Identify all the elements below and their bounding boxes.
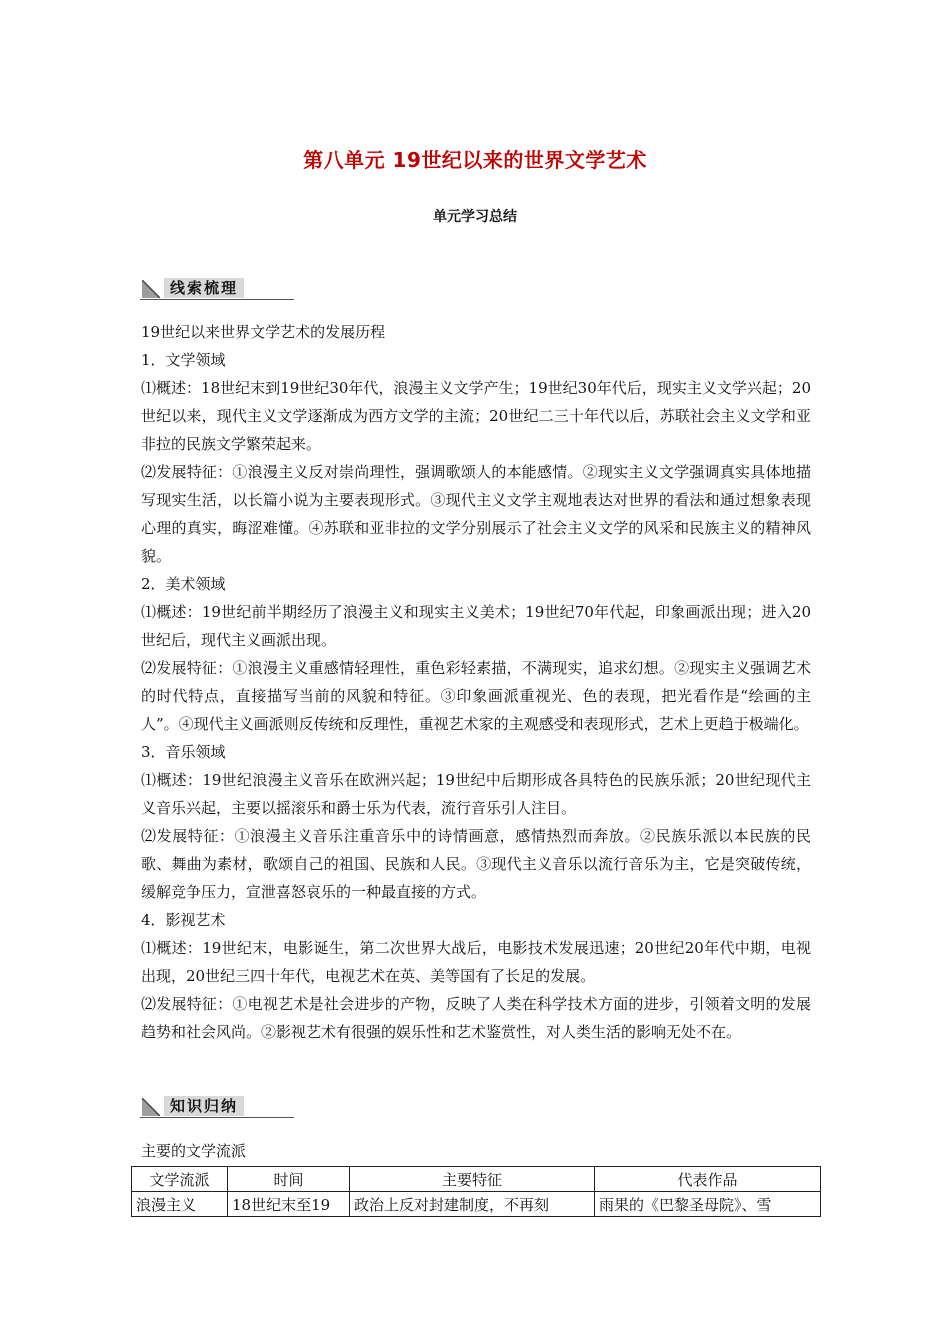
column-header: 文学流派 bbox=[132, 1167, 228, 1192]
table-cell: 雨果的《巴黎圣母院》、雪 bbox=[595, 1192, 821, 1217]
heading-literature: 1．文学领域 bbox=[141, 351, 226, 369]
column-header: 代表作品 bbox=[595, 1167, 821, 1192]
page-subtitle: 单元学习总结 bbox=[433, 209, 517, 225]
film-overview: ⑴概述：19世纪末，电影诞生，第二次世界大战后，电影技术发展迅速；20世纪20年代中期，电视出现，20世纪三四十年代，电视艺术在英、美等国有了长足的发展。 bbox=[141, 939, 811, 985]
film-features: ⑵发展特征：①电视艺术是社会进步的产物，反映了人类在科学技术方面的进步，引领着文明的发展趋势和社会风尚。②影视艺术有很强的娱乐性和艺术鉴赏性，对人类生活的影响无处不在。 bbox=[141, 995, 811, 1041]
section-label: 知识归纳 bbox=[164, 1096, 244, 1116]
heading-art: 2．美术领域 bbox=[141, 575, 226, 593]
music-features: ⑵发展特征：①浪漫主义音乐注重音乐中的诗情画意，感情热烈而奔放。②民族乐派以本民族的民歌、舞曲为素材，歌颂自己的祖国、民族和人民。③现代主义音乐以流行音乐为主，它是突破传统，缓解竞争压力，宣泄喜怒哀乐的一种最直接的方式。 bbox=[141, 827, 811, 901]
literature-features: ⑵发展特征：①浪漫主义反对崇尚理性，强调歌颂人的本能感情。②现实主义文学强调真实具体地描写现实生活，以长篇小说为主要表现形式。③现代主义文学主观地表达对世界的看法和通过想象表现心理的真实，晦涩难懂。④苏联和亚非拉的文学分别展示了社会主义文学的风采和民族主义的精神风貌。 bbox=[141, 463, 811, 565]
music-overview: ⑴概述：19世纪浪漫主义音乐在欧洲兴起；19世纪中后期形成各具特色的民族乐派；20世纪现代主义音乐兴起，主要以摇滚乐和爵士乐为代表，流行音乐引人注目。 bbox=[141, 771, 811, 817]
column-header: 主要特征 bbox=[350, 1167, 595, 1192]
section-underline bbox=[140, 1117, 294, 1118]
table-cell: 18世纪末至19 bbox=[228, 1192, 350, 1217]
table-header-row bbox=[132, 1167, 821, 1192]
literature-overview: ⑴概述：18世纪末到19世纪30年代，浪漫主义文学产生；19世纪30年代后，现实主义文学兴起；20世纪以来，现代主义文学逐渐成为西方文学的主流；20世纪二三十年代以后，苏联社会主义文学和亚非拉的民族文学繁荣起来。 bbox=[141, 379, 811, 453]
clue-content bbox=[141, 318, 811, 1046]
heading-film: 4．影视艺术 bbox=[141, 911, 226, 929]
section-underline bbox=[140, 299, 294, 300]
paragraph-intro: 19世纪以来世界文学艺术的发展历程 bbox=[141, 323, 386, 341]
section-label: 线索梳理 bbox=[164, 278, 244, 298]
page-title: 第八单元 19世纪以来的世界文学艺术 bbox=[303, 148, 647, 172]
table-caption: 主要的文学流派 bbox=[141, 1142, 247, 1160]
table-cell: 浪漫主义 bbox=[132, 1192, 228, 1217]
art-overview: ⑴概述：19世纪前半期经历了浪漫主义和现实主义美术；19世纪70年代起，印象画派出现；进入20世纪后，现代主义画派出现。 bbox=[141, 603, 811, 649]
section-header-knowledge bbox=[140, 1096, 294, 1120]
column-header: 时间 bbox=[228, 1167, 350, 1192]
corner-triangle-icon bbox=[142, 280, 160, 298]
table-cell: 政治上反对封建制度，不再刻 bbox=[350, 1192, 595, 1217]
literary-schools-table bbox=[131, 1166, 821, 1217]
table-row bbox=[132, 1192, 821, 1217]
heading-music: 3．音乐领域 bbox=[141, 743, 226, 761]
section-header-clue bbox=[140, 278, 294, 302]
corner-triangle-icon bbox=[142, 1098, 160, 1116]
art-features: ⑵发展特征：①浪漫主义重感情轻理性，重色彩轻素描，不满现实，追求幻想。②现实主义强调艺术的时代特点，直接描写当前的风貌和特征。③印象画派重视光、色的表现，把光看作是“绘画的主人”。④现代主义画派则反传统和反理性，重视艺术家的主观感受和表现形式，艺术上更趋于极端化。 bbox=[141, 659, 811, 733]
